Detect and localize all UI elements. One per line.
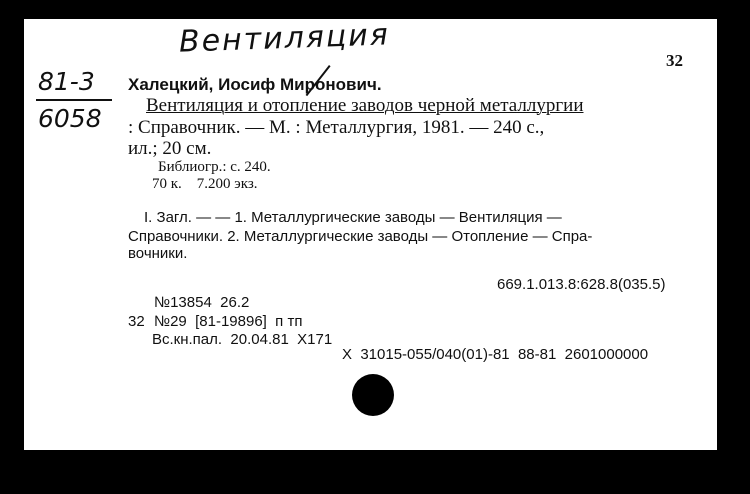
record-line-1: №13854 26.2 xyxy=(154,294,250,311)
title-line-1: Вентиляция и отопление заводов черной металлургии xyxy=(146,95,584,116)
bibliography-note: Библиогр.: с. 240. xyxy=(158,159,271,175)
catalog-card xyxy=(24,19,717,450)
shelf-mark-top: 81-3 xyxy=(38,67,95,96)
shelf-mark-divider xyxy=(36,99,112,101)
code-line: X 31015-055/040(01)-81 88-81 2601000000 xyxy=(342,346,649,363)
punch-hole xyxy=(352,374,394,416)
tracing-line-3: вочники. xyxy=(128,245,188,262)
title-line-3: ил.; 20 см. xyxy=(128,138,212,159)
author-heading: Халецкий, Иосиф Миронович. xyxy=(128,75,382,94)
record-line-2-prefix: 32 xyxy=(128,313,145,330)
title-line-2: : Справочник. — М. : Металлургия, 1981. — 240 с., xyxy=(128,117,545,138)
udc-index: 669.1.013.8:628.8(035.5) xyxy=(497,276,666,293)
record-line-2: №29 [81-19896] п тп xyxy=(154,313,303,330)
price-copies-note: 70 к. 7.200 экз. xyxy=(152,176,258,192)
tracing-line-1: I. Загл. — — 1. Металлургические заводы — Вентиляция — xyxy=(144,209,562,226)
record-line-3: Вс.кн.пал. 20.04.81 Х171 xyxy=(152,331,333,348)
tracing-line-2: Справочники. 2. Металлургические заводы — Отопление — Спра- xyxy=(128,228,593,245)
handwritten-subject: Вентиляция xyxy=(178,17,391,60)
card-number: 32 xyxy=(666,51,683,70)
shelf-mark-bottom: 6058 xyxy=(38,104,102,133)
